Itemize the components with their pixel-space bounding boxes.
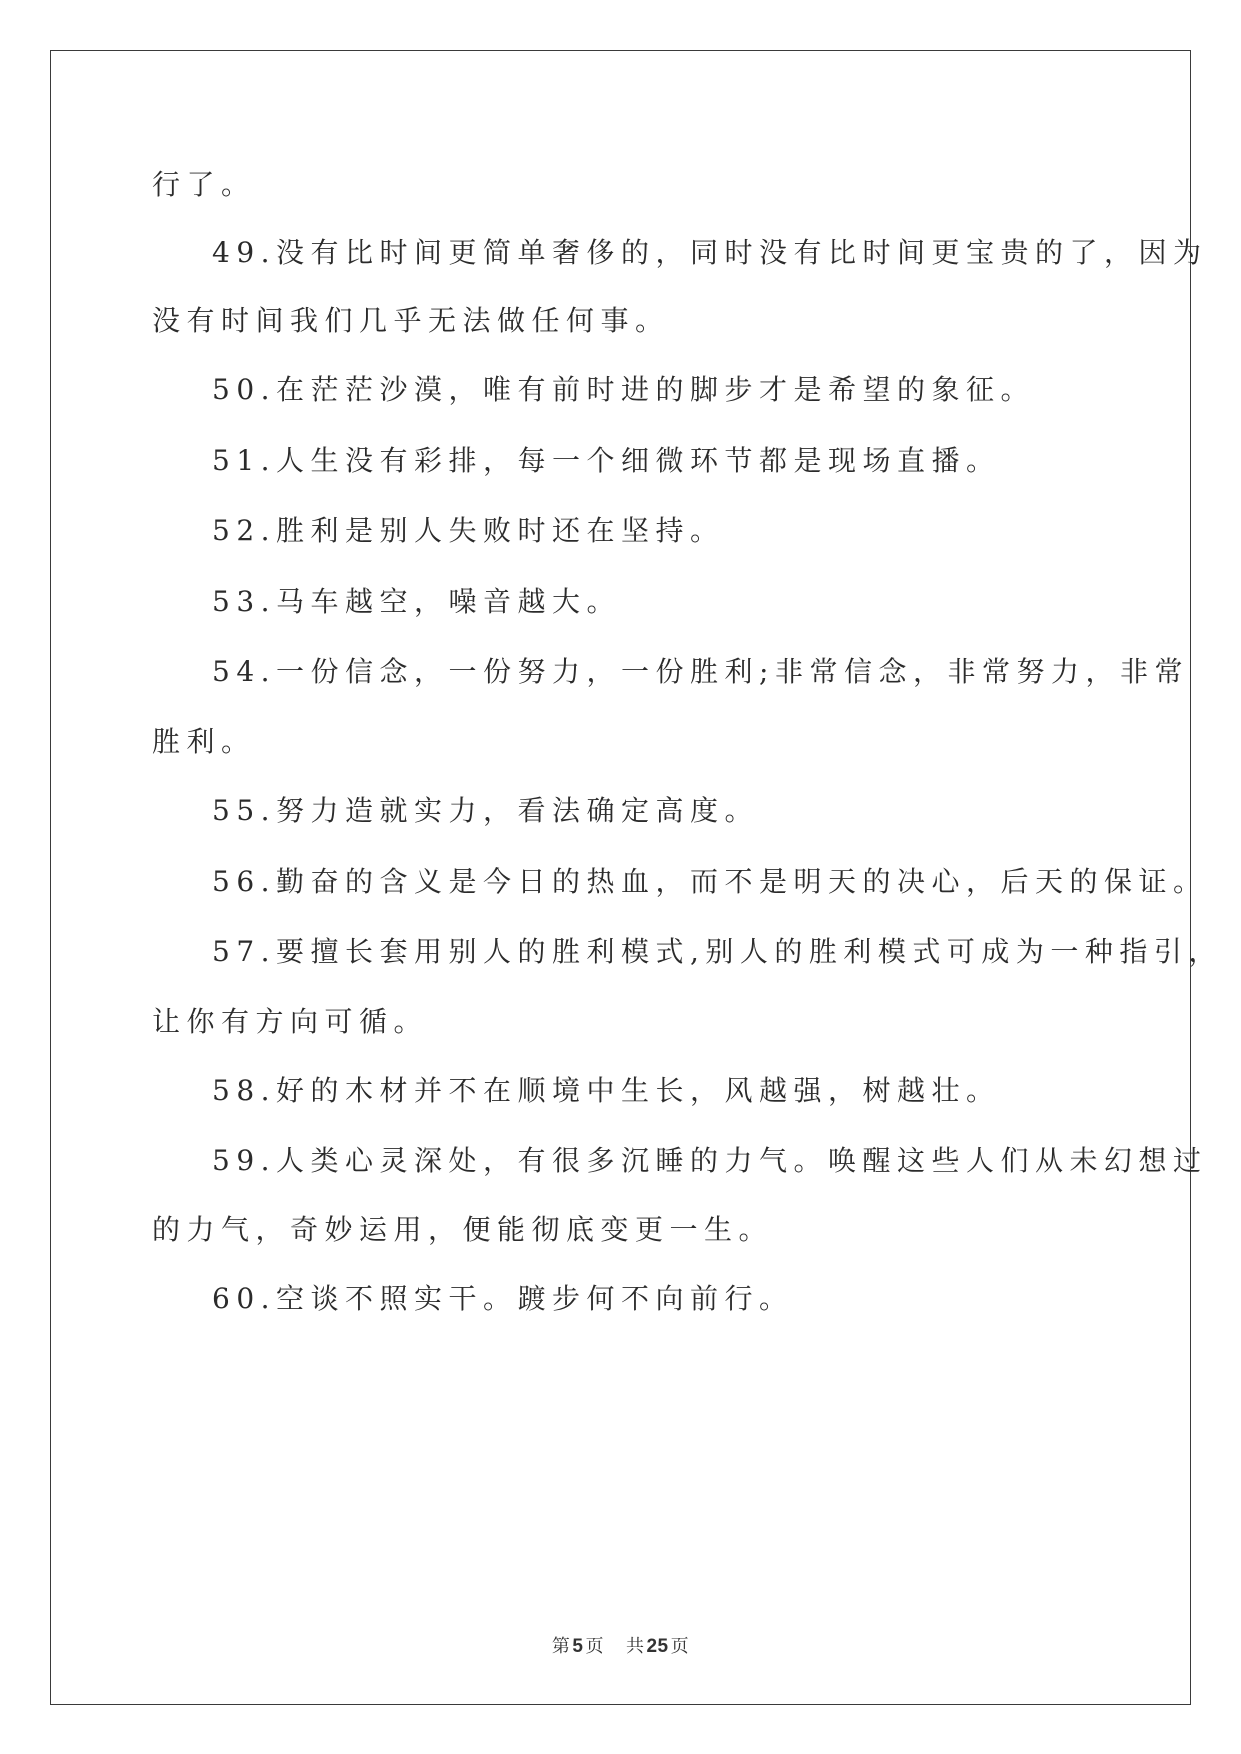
text-line: 52.胜利是别人失败时还在坚持。	[212, 514, 725, 547]
text-line: 胜利。	[152, 725, 256, 758]
text-line: 让你有方向可循。	[152, 1005, 429, 1038]
text-line: 51.人生没有彩排，每一个细微环节都是现场直播。	[212, 444, 1001, 477]
text-line: 60.空谈不照实干。踱步何不向前行。	[212, 1282, 794, 1315]
total-prefix: 共	[625, 1636, 645, 1657]
page-suffix: 页	[585, 1636, 604, 1657]
text-line: 56.勤奋的含义是今日的热血，而不是明天的决心，后天的保证。	[212, 865, 1208, 898]
text-line: 55.努力造就实力，看法确定高度。	[212, 794, 760, 827]
text-line: 没有时间我们几乎无法做任何事。	[152, 304, 670, 337]
text-line: 49.没有比时间更简单奢侈的，同时没有比时间更宝贵的了，因为	[212, 236, 1208, 269]
text-line: 50.在茫茫沙漠，唯有前时进的脚步才是希望的象征。	[212, 373, 1036, 406]
text-line: 的力气，奇妙运用，便能彻底变更一生。	[152, 1213, 774, 1246]
text-line: 57.要擅长套用别人的胜利模式,别人的胜利模式可成为一种指引，	[212, 935, 1223, 968]
text-line: 53.马车越空，噪音越大。	[212, 585, 622, 618]
page-prefix: 第	[551, 1636, 571, 1657]
total-suffix: 页	[670, 1636, 690, 1657]
text-line: 54.一份信念，一份努力，一份胜利;非常信念，非常努力，非常	[212, 655, 1189, 688]
text-line: 行了。	[152, 168, 256, 201]
text-line: 58.好的木材并不在顺境中生长，风越强，树越壮。	[212, 1074, 1001, 1107]
total-pages: 25	[646, 1636, 669, 1657]
page-footer	[0, 1632, 1241, 1658]
page-number: 5	[572, 1636, 584, 1657]
text-line: 59.人类心灵深处，有很多沉睡的力气。唤醒这些人们从未幻想过	[212, 1144, 1208, 1177]
